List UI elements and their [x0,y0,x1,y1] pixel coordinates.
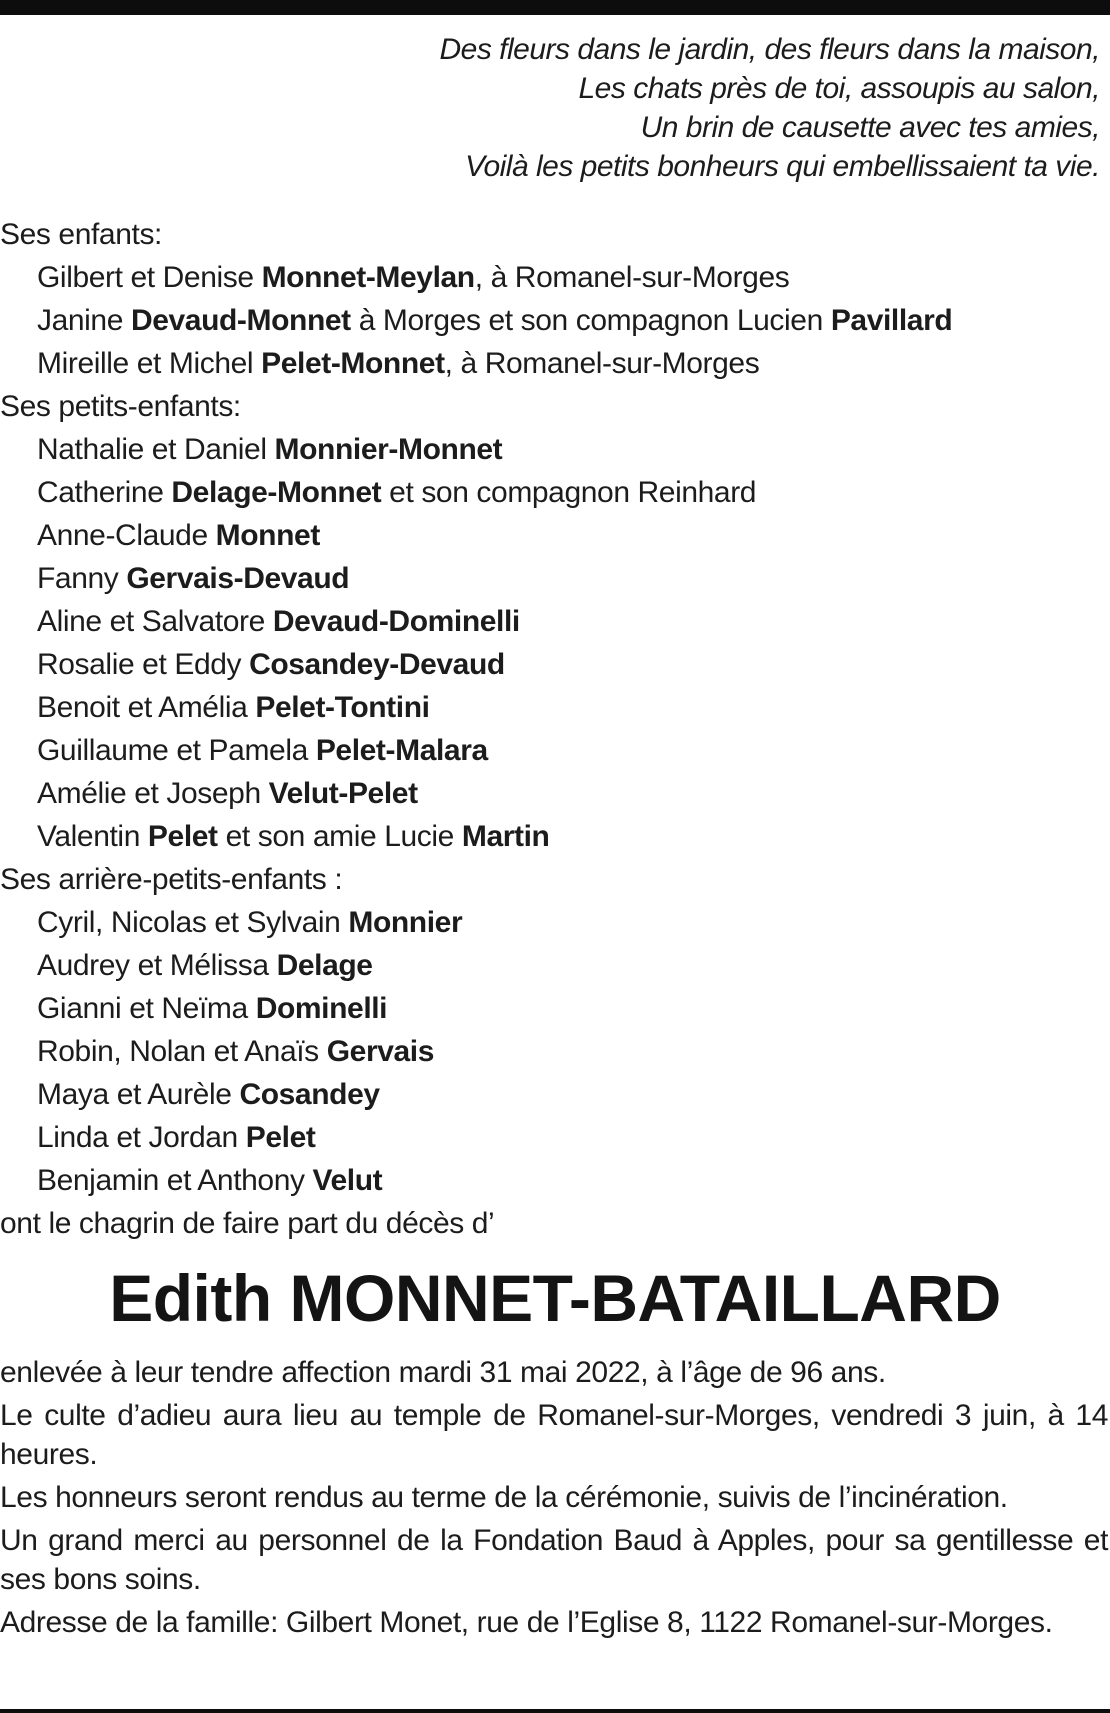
great-grandchildren-entry: Audrey et Mélissa Delage [37,949,373,982]
bottom-rule [0,1709,1110,1713]
deceased-name: Edith MONNET-BATAILLARD [109,1261,1001,1335]
top-rule [0,0,1110,15]
grandchildren-entry: Fanny Gervais-Devaud [37,562,350,595]
children-entry: Mireille et Michel Pelet-Monnet, à Romanel-sur-Morges [37,347,760,380]
great-grandchildren-heading: Ses arrière-petits-enfants : [0,863,343,896]
grandchildren-entry: Amélie et Joseph Velut-Pelet [37,777,418,810]
poem-line: Un brin de causette avec tes amies, [640,111,1100,144]
detail-paragraph: Adresse de la famille: Gilbert Monet, rue de l’Eglise 8, 1122 Romanel-sur-Morges. [0,1606,1053,1639]
family-list [0,213,1110,1245]
poem-line: Des fleurs dans le jardin, des fleurs dans la maison, [439,33,1100,66]
detail-paragraph: Un grand merci au personnel de la Fondation Baud à Apples, pour sa gentillesse et ses bons soins. [0,1524,1108,1596]
grandchildren-entry: Benoit et Amélia Pelet-Tontini [37,691,430,724]
details [0,1353,1108,1646]
grandchildren-entry: Anne-Claude Monnet [37,519,320,552]
children-entry: Janine Devaud-Monnet à Morges et son compagnon Lucien Pavillard [37,304,953,337]
announcement: ont le chagrin de faire part du décès d’ [0,1207,495,1240]
grandchildren-entry: Rosalie et Eddy Cosandey-Devaud [37,648,505,681]
great-grandchildren-entry: Linda et Jordan Pelet [37,1121,316,1154]
detail-paragraph: enlevée à leur tendre affection mardi 31 mai 2022, à l’âge de 96 ans. [0,1356,886,1389]
poem-line: Les chats près de toi, assoupis au salon, [578,72,1100,105]
great-grandchildren-entry: Gianni et Neïma Dominelli [37,992,388,1025]
detail-paragraph: Les honneurs seront rendus au terme de la cérémonie, suivis de l’incinération. [0,1481,1008,1514]
grandchildren-entry: Guillaume et Pamela Pelet-Malara [37,734,488,767]
great-grandchildren-entry: Cyril, Nicolas et Sylvain Monnier [37,906,463,939]
great-grandchildren-entry: Benjamin et Anthony Velut [37,1164,383,1197]
detail-paragraph: Le culte d’adieu aura lieu au temple de Romanel-sur-Morges, vendredi 3 juin, à 14 heures. [0,1399,1108,1471]
grandchildren-entry: Aline et Salvatore Devaud-Dominelli [37,605,520,638]
grandchildren-entry: Valentin Pelet et son amie Lucie Martin [37,820,550,853]
grandchildren-entry: Nathalie et Daniel Monnier-Monnet [37,433,503,466]
children-heading: Ses enfants: [0,218,162,251]
great-grandchildren-entry: Maya et Aurèle Cosandey [37,1078,380,1111]
grandchildren-entry: Catherine Delage-Monnet et son compagnon Reinhard [37,476,757,509]
grandchildren-heading: Ses petits-enfants: [0,390,241,423]
great-grandchildren-entry: Robin, Nolan et Anaïs Gervais [37,1035,435,1068]
poem [10,30,1100,186]
children-entry: Gilbert et Denise Monnet-Meylan, à Romanel-sur-Morges [37,261,790,294]
poem-line: Voilà les petits bonheurs qui embellissaient ta vie. [465,150,1100,183]
